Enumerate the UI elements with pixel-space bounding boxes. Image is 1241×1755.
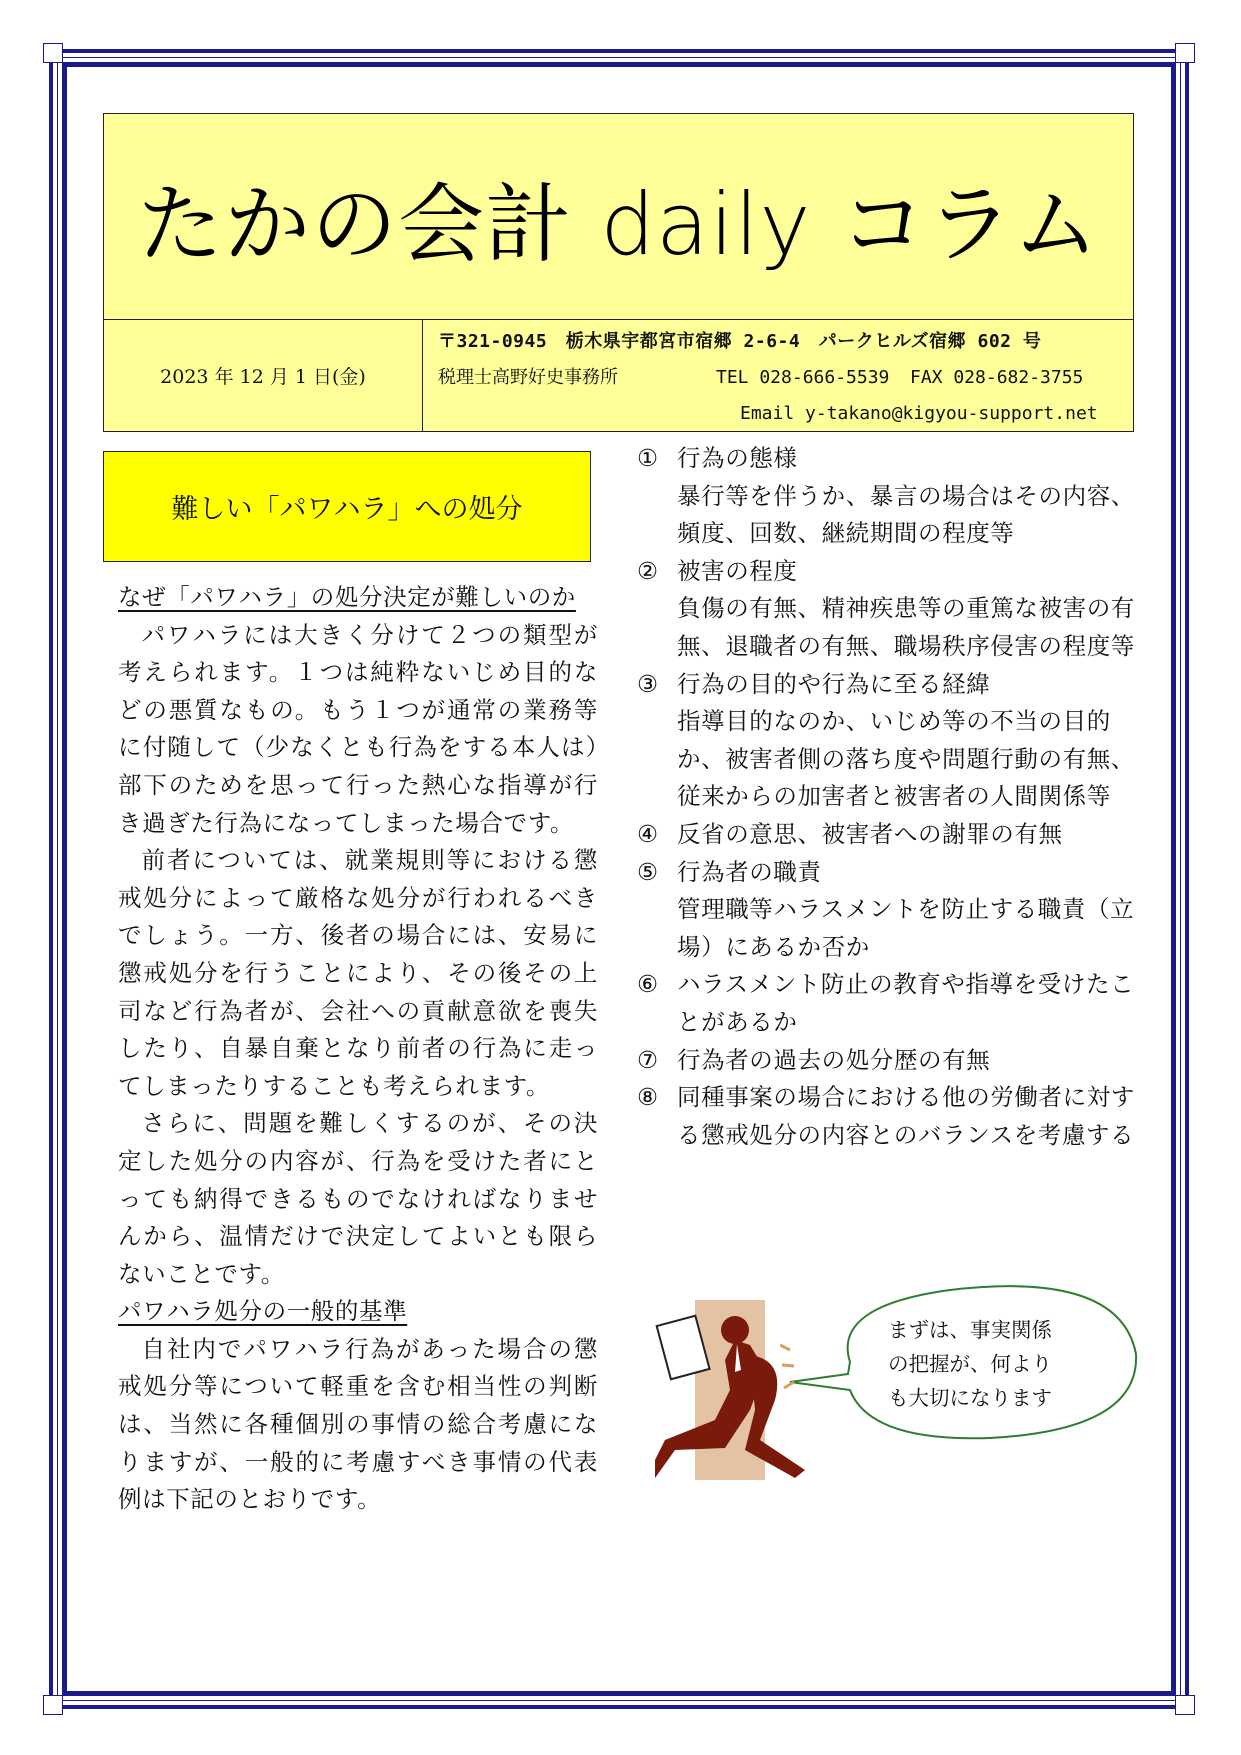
- paragraph: 前者については、就業規則等における懲戒処分によって厳格な処分が行われるべきでしょう。一方、後者の場合には、安易に懲戒処分を行うことにより、その後その上司など行為者が、会社への貢献意欲を喪失したり、自暴自棄となり前者の行為に走ってしまったりすることも考えられます。: [118, 846, 598, 1100]
- factor-description: 負傷の有無、精神疾患等の重篤な被害の有無、退職者の有無、職場秩序侵害の程度等: [677, 594, 1135, 660]
- bubble-line: まずは、事実関係: [888, 1318, 1052, 1342]
- office-tel: TEL 028-666-5539: [716, 367, 890, 388]
- factor-item: [637, 1079, 1137, 1154]
- factor-title: ハラスメント防止の教育や指導を受けたことがあるか: [677, 970, 1135, 1036]
- factor-title: 被害の程度: [677, 556, 798, 585]
- paragraph: パワハラには大きく分けて２つの類型が考えられます。１つは純粋ないじめ目的などの悪質なもの。もう１つが通常の業務等に付随して（少なくとも行為をする本人は）部下のためを思って行った熱心な指導が行き過ぎた行為になってしまった場合です。: [118, 620, 598, 837]
- factor-number: ③: [637, 669, 659, 698]
- border-corner-bottom-left: [43, 1695, 63, 1715]
- bubble-line: も大切になります: [888, 1386, 1052, 1410]
- issue-date: 2023 年 12 月 1 日(金): [160, 365, 366, 388]
- contact-info: [438, 324, 1128, 432]
- paragraph: 自社内でパワハラ行為があった場合の懲戒処分等について軽重を含む相当性の判断は、当然に各種個別の事情の総合考慮になりますが、一般的に考慮すべき事情の代表例は下記のとおりです。: [118, 1334, 598, 1514]
- factor-item: [637, 854, 1137, 892]
- factor-item: [637, 440, 1137, 478]
- factor-title: 行為者の過去の処分歴の有無: [677, 1045, 991, 1074]
- newsletter-title: たかの会計 daily コラム: [137, 174, 1100, 275]
- factor-item: [637, 553, 1137, 591]
- office-contact-line: [438, 360, 1128, 396]
- factor-title: 行為の目的や行為に至る経緯: [677, 669, 991, 698]
- office-email: Email y-takano@kigyou-support.net: [740, 403, 1098, 424]
- factor-item: [637, 666, 1137, 704]
- office-fax: FAX 028-682-3755: [910, 367, 1084, 388]
- motion-lines-icon: [780, 1345, 794, 1388]
- factor-list: [637, 440, 1137, 1154]
- masthead-divider-vertical: [422, 319, 423, 431]
- section-heading: なぜ「パワハラ」の処分決定が難しいのか: [118, 583, 576, 611]
- office-name: 税理士高野好史事務所: [438, 367, 618, 388]
- factor-item: [637, 816, 1137, 854]
- speech-bubble-text: [888, 1313, 1088, 1415]
- border-corner-top-left: [43, 43, 63, 63]
- factor-number: ④: [637, 819, 659, 848]
- office-address: 〒321-0945 栃木県宇都宮市宿郷 2-6-4 パークヒルズ宿郷 602 号: [438, 331, 1042, 352]
- factor-number: ⑧: [637, 1083, 659, 1112]
- factor-title: 反省の意思、被害者への謝罪の有無: [677, 819, 1063, 848]
- factor-description: 指導目的なのか、いじめ等の不当の目的か、被害者側の落ち度や問題行動の有無、従来からの加害者と被害者の人間関係等: [677, 707, 1135, 811]
- factor-number: ⑤: [637, 857, 659, 886]
- factor-title: 行為者の職責: [677, 857, 822, 886]
- masthead: [103, 113, 1134, 432]
- factor-number: ⑦: [637, 1045, 659, 1074]
- article-headline: 難しい「パワハラ」への処分: [103, 451, 591, 562]
- factor-number: ②: [637, 556, 659, 585]
- bubble-line: の把握が、何より: [888, 1352, 1052, 1376]
- border-corner-top-right: [1175, 43, 1195, 63]
- figure-head: [721, 1316, 749, 1344]
- border-corner-bottom-right: [1175, 1695, 1195, 1715]
- factor-description: 暴行等を伴うか、暴言の場合はその内容、頻度、回数、継続期間の程度等: [677, 481, 1135, 548]
- factor-number: ⑥: [637, 970, 659, 999]
- article-body-left: [118, 579, 598, 1519]
- factor-description: 管理職等ハラスメントを防止する職責（立場）にあるか否か: [677, 895, 1135, 961]
- factor-number: ①: [637, 444, 659, 472]
- section-heading: パワハラ処分の一般的基準: [118, 1297, 408, 1326]
- factor-item: [637, 966, 1137, 1041]
- paragraph: さらに、問題を難しくするのが、その決定した処分の内容が、行為を受けた者にとっても納得できるものでなければなりませんから、温情だけで決定してよいとも限らないことです。: [118, 1109, 598, 1288]
- factor-title: 行為の態様: [677, 444, 798, 472]
- factor-title: 同種事案の場合における他の労働者に対する懲戒処分の内容とのバランスを考慮する: [677, 1083, 1135, 1149]
- factor-item: [637, 1042, 1137, 1080]
